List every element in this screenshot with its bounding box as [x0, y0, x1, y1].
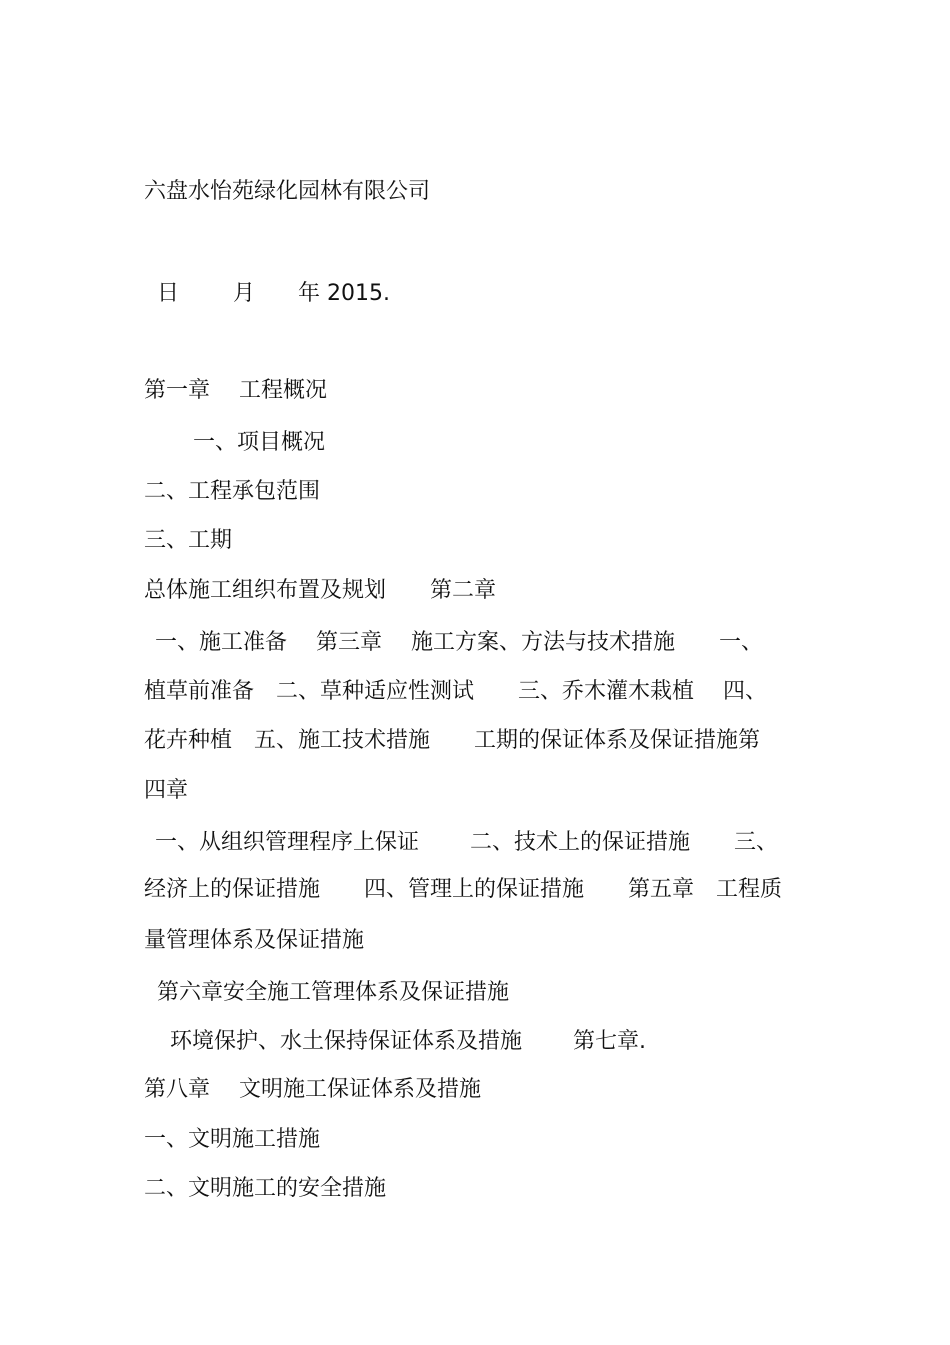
toc-line: 一、从组织管理程序上保证 二、技术上的保证措施 三、	[155, 830, 778, 855]
toc-line: 经济上的保证措施 四、管理上的保证措施 第五章 工程质	[144, 877, 783, 902]
toc-line: 四章	[144, 778, 189, 803]
toc-line: 量管理体系及保证措施	[144, 928, 365, 953]
date-year: 年 2015.	[298, 281, 390, 306]
toc-line: 第八章 文明施工保证体系及措施	[144, 1077, 481, 1102]
toc-line: 二、工程承包范围	[144, 479, 321, 504]
toc-line: 植草前准备 二、草种适应性测试 三、乔木灌木栽植 四、	[144, 679, 767, 704]
date-day: 日	[157, 281, 180, 306]
toc-line: 一、文明施工措施	[144, 1127, 321, 1152]
toc-line: 三、工期	[144, 528, 233, 553]
toc-line: 花卉种植 五、施工技术措施 工期的保证体系及保证措施第	[144, 728, 761, 753]
toc-line: 第一章 工程概况	[144, 378, 327, 403]
toc-line: 总体施工组织布置及规划 第二章	[144, 578, 497, 603]
date-month: 月	[233, 281, 256, 306]
toc-line: 一、项目概况	[193, 430, 326, 455]
toc-line: 第六章安全施工管理体系及保证措施	[157, 980, 510, 1005]
toc-line: 环境保护、水土保持保证体系及措施 第七章.	[170, 1029, 646, 1054]
toc-line: 二、文明施工的安全措施	[144, 1176, 387, 1201]
company-name: 六盘水怡苑绿化园林有限公司	[144, 179, 431, 204]
toc-line: 一、施工准备 第三章 施工方案、方法与技术措施 一、	[155, 630, 763, 655]
